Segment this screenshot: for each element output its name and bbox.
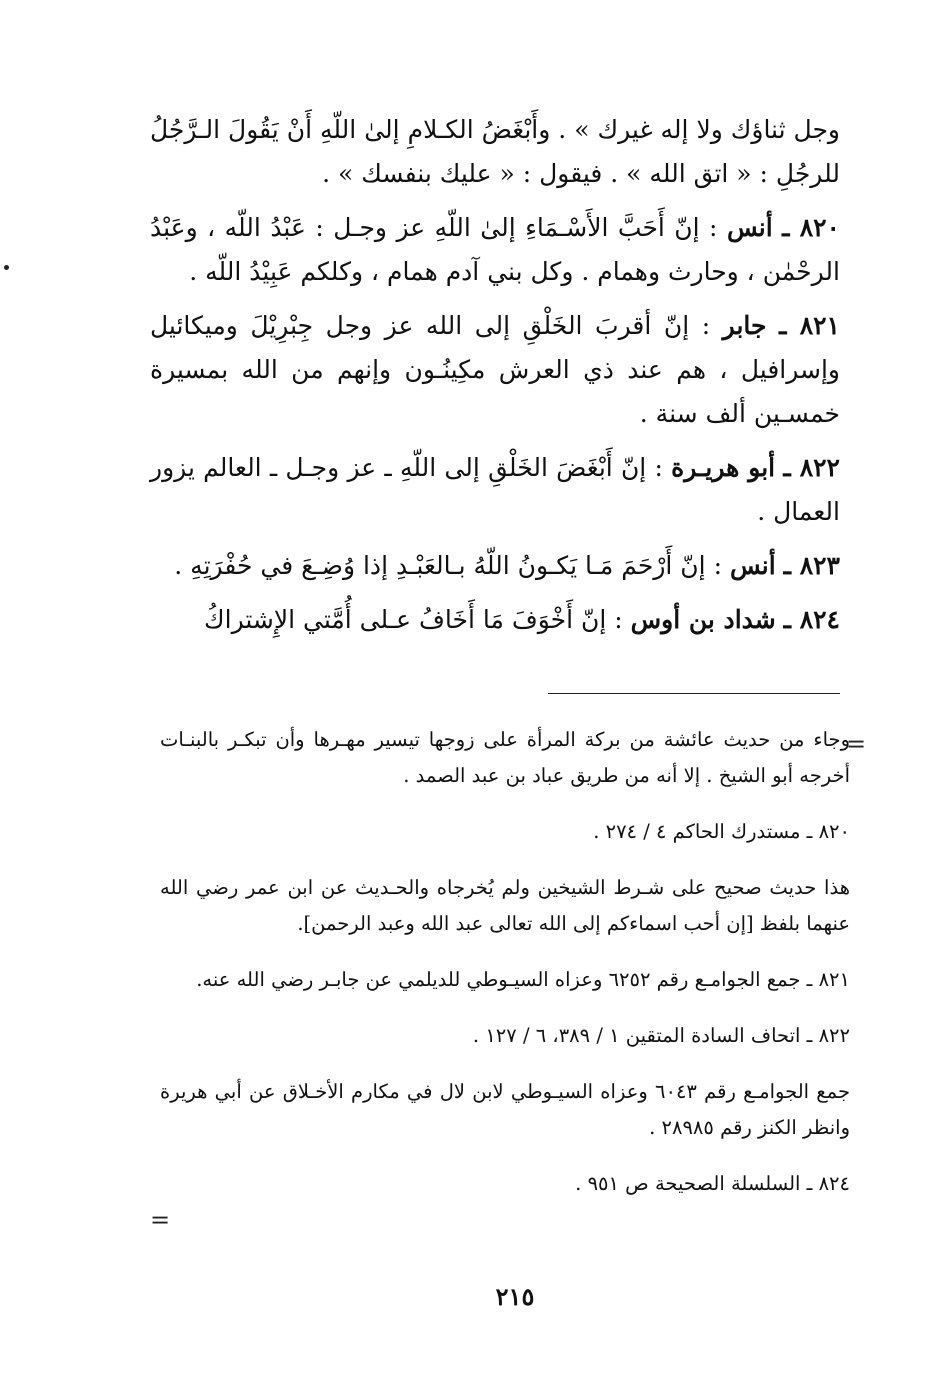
hadith-text: : إنّ أَحَبَّ الأَسْـمَاءِ إلىٰ اللّهِ عز وجـل : عَبْدُ اللّه ، وعَبْدُ الرحْمٰن ، وحارث وهمام . وكل بني آدم همام ، وكلكم عَبِيْدُ اللّه . bbox=[150, 213, 840, 286]
footnote-820-source: ٨٢٠ ـ مستدرك الحاكم ٤ / ٢٧٤ . bbox=[593, 820, 850, 843]
paragraph-continuation bbox=[150, 108, 840, 196]
hadith-number: ٨٢٣ ـ bbox=[783, 551, 840, 580]
main-text bbox=[150, 108, 840, 652]
hadith-narrator: أنس bbox=[729, 551, 776, 580]
hadith-823 bbox=[150, 544, 840, 588]
hadith-narrator: جابر bbox=[722, 311, 767, 340]
hadith-820 bbox=[150, 206, 840, 294]
footnote-822-source: ٨٢٢ ـ اتحاف السادة المتقين ١ / ٣٨٩، ٦ / ١٢٧ . bbox=[472, 1024, 850, 1047]
edge-dot bbox=[4, 265, 9, 270]
footnote-824: ٨٢٤ ـ السلسلة الصحيحة ص ٩٥١ . bbox=[575, 1172, 850, 1195]
page-number: ٢١٥ bbox=[495, 1282, 535, 1311]
hadith-text: : إنّ أقربَ الخَلْقِ إلى الله عز وجل جِبْرِيْلَ وميكائيل وإسرافيل ، هم عند ذي العرش مكِينُـون وإنهم من الله بمسيرة خمسـين ألف سنة . bbox=[150, 311, 840, 428]
hadith-narrator: أنس bbox=[726, 213, 773, 242]
footnote-820-comment: هذا حديث صحيح على شـرط الشيخين ولم يُخرجاه والحـديث عن ابن عمر رضي الله عنهما بلفظ [إن أحب اسماءكم إلى الله تعالى عبد الله وعبد الرحمن]. bbox=[160, 876, 850, 935]
hadith-number: ٨٢٢ ـ bbox=[783, 453, 840, 482]
footnote-continuation: وجاء من حديث عائشة من بركة المرأة على زوجها تيسير مهـرها وأن تبكـر بالبنـات أخرجه أبو الشيخ . إلا أنه من طريق عباد بن عبد الصمد . bbox=[160, 728, 850, 787]
hadith-number: ٨٢٤ ـ bbox=[783, 605, 840, 634]
hadith-number: ٨٢١ ـ bbox=[779, 311, 840, 340]
continued-mark: = bbox=[150, 1206, 171, 1234]
hadith-text: : إنّ أَخْوَفَ مَا أَخَافُ عـلى أُمَّتي الإِشتراكُ bbox=[204, 605, 631, 634]
footnote-822-comment: جمع الجوامـع رقم ٦٠٤٣ وعزاه السيـوطي لابن لال في مكارم الأخـلاق عن أبي هريرة وانظر الكنز رقم ٢٨٩٨٥ . bbox=[160, 1080, 851, 1139]
hadith-824 bbox=[150, 598, 840, 642]
footnotes bbox=[160, 722, 850, 1222]
continuation-mark: = bbox=[846, 730, 867, 758]
hadith-text: : إنّ أَبْغَضَ الخَلْقِ إلى اللّهِ ـ عز وجـل ـ العالم يزور العمال . bbox=[150, 453, 840, 526]
paragraph-text: وجل ثناؤك ولا إله غيرك » . وأَبْغَضُ الكـلامِ إلىٰ اللّهِ أَنْ يَقُولَ الـرَّجُلُ للرجُلِ : « اتق الله » . فيقول : « عليك بنفسك » . bbox=[150, 115, 840, 188]
hadith-text: : إنّ أَرْحَمَ مَـا يَكـونُ اللّهُ بـالعَبْـدِ إذا وُضِـعَ في حُفْرَتِهِ . bbox=[174, 551, 730, 580]
footnote-separator bbox=[548, 693, 840, 694]
hadith-821 bbox=[150, 304, 840, 436]
footnote-821: ٨٢١ ـ جمع الجوامـع رقم ٦٢٥٢ وعزاه السيـوطي للديلمي عن جابـر رضي الله عنه. bbox=[196, 968, 850, 991]
hadith-number: ٨٢٠ ـ bbox=[782, 213, 840, 242]
hadith-narrator: أبو هريـرة bbox=[671, 453, 776, 482]
hadith-822 bbox=[150, 446, 840, 534]
hadith-narrator: شداد بن أوس bbox=[630, 605, 776, 634]
